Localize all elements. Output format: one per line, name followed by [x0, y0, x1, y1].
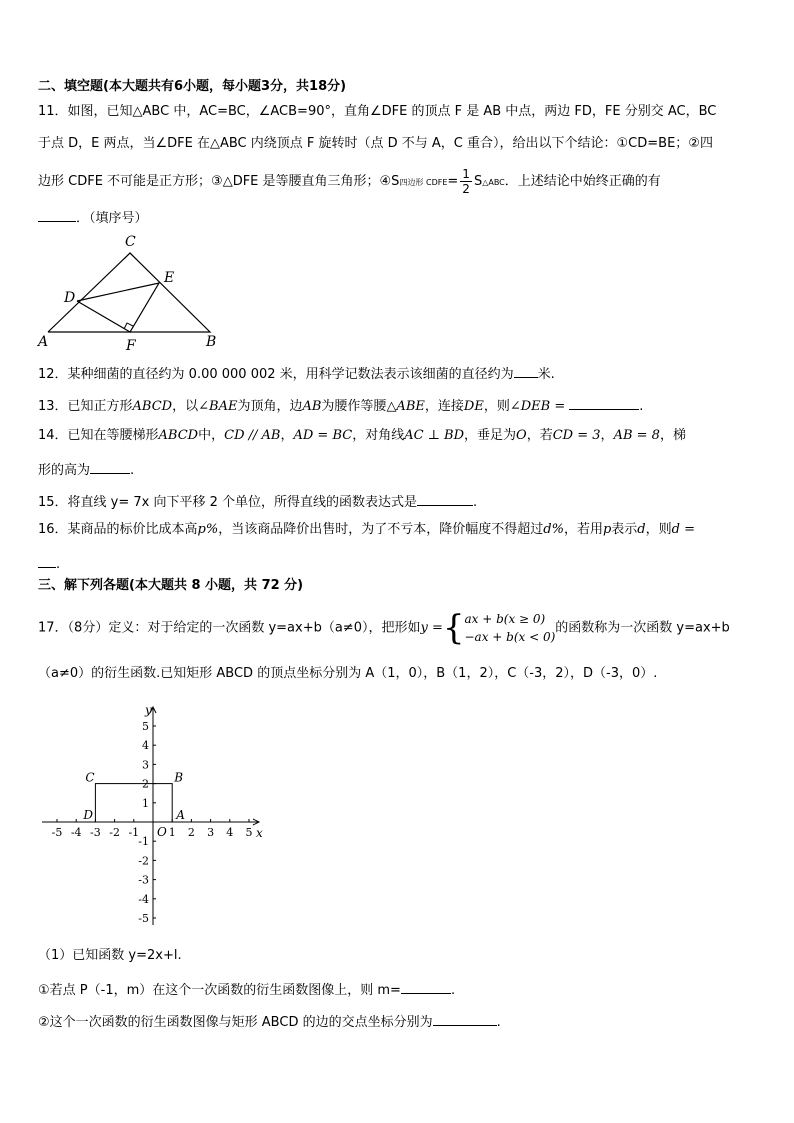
- y-tick-label: -2: [138, 854, 149, 868]
- q11-line-4: [38, 207, 148, 228]
- q17-line-1: [38, 610, 730, 647]
- q17-part-1b-tail: .: [496, 1015, 501, 1030]
- x-tick-label: 2: [187, 826, 195, 839]
- q11-line-3: [38, 167, 661, 196]
- q13-tail: .: [639, 399, 644, 414]
- x-tick-label: 3: [207, 826, 215, 839]
- q14-text-d: ，对角线: [352, 428, 405, 443]
- y-tick-label: 4: [142, 739, 149, 753]
- q13-var-bae: ∠BAE: [198, 399, 238, 414]
- q17-brace: {: [442, 608, 465, 648]
- q15: [38, 491, 477, 512]
- x-tick-label: -2: [109, 826, 120, 839]
- q16-text-d: 表示: [611, 522, 638, 537]
- q14-var-parallel: CD // AB: [224, 428, 281, 443]
- q11-line-1: 11．如图，已知△ABC 中，AC=BC，∠ACB=90°，直角∠DFE 的顶点 F 是 AB 中点，两边 FD，FE 分别交 AC，BC: [38, 104, 717, 119]
- q17-part-1a-blank[interactable]: [401, 979, 451, 994]
- q16-answer-blank[interactable]: [38, 553, 56, 568]
- q12-text: 12．某种细菌的直径约为 0.00 000 002 米，用科学记数法表示该细菌的直径约为: [38, 367, 514, 382]
- q14-var-o: O: [516, 428, 527, 443]
- q13: [38, 395, 643, 416]
- y-tick-label: -3: [138, 873, 149, 887]
- q17-line-2: （a≠0）的衍生函数.已知矩形 ABCD 的顶点坐标分别为 A（1，0），B（1，2），C（-3，2），D（-3，0）.: [38, 666, 658, 681]
- x-tick-label: 5: [245, 826, 253, 839]
- q17-part-1a-text: ①若点 P（-1，m）在这个一次函数的衍生函数图像上，则 m=: [38, 983, 401, 998]
- q15-answer-blank[interactable]: [417, 491, 473, 506]
- q17-case-2: −ax + b(x < 0): [464, 630, 556, 644]
- q13-text-a: 13．已知正方形: [38, 399, 133, 414]
- rectangle-abcd: [95, 784, 172, 822]
- y-tick-label: 1: [142, 796, 149, 810]
- label-b: B: [206, 334, 217, 350]
- x-tick-label: 1: [168, 826, 176, 839]
- label-a: A: [38, 334, 49, 350]
- point-a-label: A: [176, 808, 185, 822]
- section-2-heading: 二、填空题(本大题共有6小题，每小题3分，共18分): [38, 79, 347, 94]
- q13-text-d: 为腰作等腰: [321, 399, 387, 414]
- q11-line-2: 于点 D，E 两点，当∠DFE 在△ABC 内绕顶点 F 旋转时（点 D 不与 A，C 重合），给出以下个结论：①CD=BE；②四: [38, 136, 713, 151]
- q16-text-a: 16．某商品的标价比成本高: [38, 522, 198, 537]
- q15-text: 15．将直线 y= 7x 向下平移 2 个单位，所得直线的函数表达式是: [38, 495, 418, 510]
- q17-text-b: 的函数称为一次函数 y=ax+b: [555, 620, 730, 636]
- x-tick-label: -1: [128, 826, 140, 839]
- q14-var-abcd: ABCD: [158, 428, 199, 443]
- q11-line-4-text: ．（填序号）: [76, 211, 148, 226]
- q14-answer-blank[interactable]: [90, 459, 130, 474]
- right-angle-mark-c: [124, 253, 136, 259]
- q17-case-1: ax + b(x ≥ 0): [464, 612, 546, 626]
- y-tick-label: -1: [138, 835, 149, 849]
- label-f: F: [126, 338, 136, 353]
- point-b-label: B: [174, 770, 184, 785]
- q16-text-c: ，若用: [563, 522, 603, 537]
- q11-s: S: [473, 174, 483, 189]
- q11-triangle-figure: [30, 228, 230, 353]
- q17-text-a: 17．（8分）定义：对于给定的一次函数 y=ax+b（a≠0），把形如: [38, 620, 421, 636]
- q17-piecewise: [464, 610, 555, 646]
- q14-text-b: 中，: [198, 428, 225, 443]
- q16-var-p-percent: p%: [197, 522, 219, 537]
- y-tick-label: 2: [142, 777, 149, 791]
- q16-var-d: d: [637, 522, 646, 537]
- y-tick-label: 5: [142, 720, 149, 733]
- q17-part-1a-tail: .: [450, 983, 456, 998]
- q14-var-ad-bc: AD = BC: [293, 428, 353, 443]
- q11-equals: =: [447, 174, 459, 189]
- q12-answer-blank[interactable]: [514, 363, 538, 378]
- y-axis-label: y: [145, 703, 152, 717]
- label-c: C: [125, 234, 136, 250]
- q14-line-1: [38, 427, 686, 445]
- q11-answer-blank[interactable]: [38, 207, 76, 222]
- label-d: D: [64, 290, 76, 306]
- q11-frac-num: 1: [462, 167, 470, 181]
- label-e: E: [164, 270, 175, 286]
- q14-line-2: [38, 459, 134, 480]
- triangle-dfe: [77, 283, 159, 332]
- q11-line-3-tail: ．上述结论中始终正确的有: [504, 174, 661, 189]
- q17-part-1a: [38, 979, 455, 1000]
- x-tick-label: -3: [90, 826, 101, 839]
- q13-text-e: ，连接: [424, 399, 464, 414]
- q14-text-f: ，若: [526, 428, 553, 443]
- q13-var-abcd: ABCD: [132, 399, 173, 414]
- q17-part-1b-text: ②这个一次函数的衍生函数图像与矩形 ABCD 的边的交点坐标分别为: [38, 1015, 433, 1030]
- y-tick-label: -4: [138, 892, 149, 906]
- q13-var-ab: AB: [302, 399, 322, 414]
- q16-line-1: [38, 521, 695, 539]
- section-3-heading: 三、解下列各题(本大题共 8 小题，共 72 分): [38, 578, 304, 593]
- x-axis-label: x: [256, 826, 263, 840]
- q14-tail: .: [130, 463, 135, 478]
- x-tick-label: -4: [70, 826, 82, 839]
- q17-coordinate-graph: [30, 700, 275, 932]
- q16-text-e: ，则: [645, 522, 672, 537]
- q14-text-e: ，垂足为: [464, 428, 517, 443]
- q14-text-c: ，: [280, 428, 294, 443]
- q16-tail: .: [56, 557, 61, 572]
- x-tick-label: 4: [226, 826, 234, 839]
- q16-var-d-eq: d =: [671, 522, 695, 537]
- q14-var-perp: AC ⊥ BD: [404, 428, 465, 443]
- q16-var-p: p: [602, 522, 612, 537]
- q13-text-c: 为顶角，边: [237, 399, 303, 414]
- q17-part-1b: [38, 1011, 501, 1032]
- q14-var-cd: CD = 3: [552, 428, 601, 443]
- q13-var-deb: ∠DEB =: [509, 399, 566, 414]
- q17-y-equals: y =: [420, 620, 443, 636]
- y-tick-label: -5: [138, 912, 149, 925]
- q14-text-a: 14．已知在等腰梯形: [38, 428, 159, 443]
- q17-part-1: （1）已知函数 y=2x+l.: [38, 948, 182, 963]
- q16-line-2: [38, 553, 60, 574]
- q14-text-g: ，: [600, 428, 614, 443]
- q13-var-de: DE: [463, 399, 484, 414]
- axes: [42, 707, 259, 925]
- point-d-label: D: [83, 808, 94, 822]
- q12-tail: 米.: [537, 367, 555, 382]
- q11-line-3-text: 边形 CDFE 不可能是正方形；③△DFE 是等腰直角三角形；④S: [38, 174, 400, 189]
- y-tick-label: 3: [142, 758, 149, 772]
- x-tick-label: -5: [51, 826, 63, 839]
- q13-answer-blank[interactable]: [569, 395, 639, 410]
- q11-frac-den: 2: [462, 182, 470, 196]
- q11-subscript-quad: 四边形 CDFE: [399, 178, 448, 187]
- q11-subscript-abc: △ABC: [482, 178, 505, 187]
- q14-text-h: ，梯: [659, 428, 686, 443]
- q17-part-1b-blank[interactable]: [433, 1011, 497, 1026]
- q14-line-2-text: 形的高为: [38, 463, 91, 478]
- point-c-label: C: [85, 770, 95, 785]
- q13-var-abe: △ABE: [386, 399, 425, 414]
- q12: [38, 363, 555, 384]
- q16-var-d-percent: d%: [543, 522, 564, 537]
- q13-text-f: ，则: [483, 399, 510, 414]
- q14-var-ab: AB = 8: [613, 428, 660, 443]
- q16-text-b: ，当该商品降价出售时，为了不亏本，降价幅度不得超过: [218, 522, 544, 537]
- q13-text-b: ，以: [172, 399, 199, 414]
- origin-label: O: [157, 825, 167, 839]
- q15-tail: .: [473, 495, 478, 510]
- q11-fraction: [460, 167, 472, 196]
